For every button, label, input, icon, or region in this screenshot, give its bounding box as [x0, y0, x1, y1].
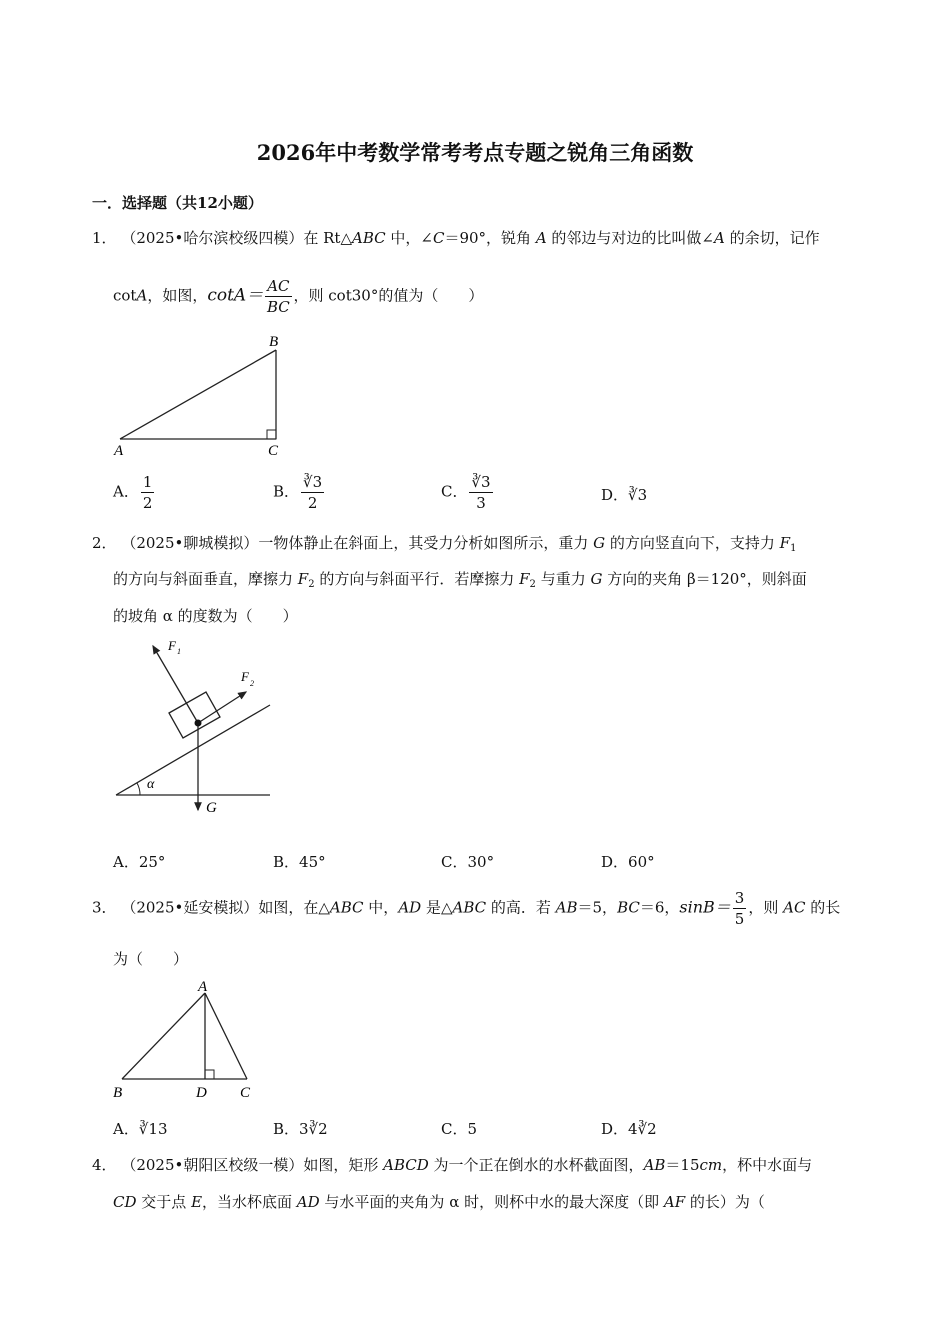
text: 的余切，记作 — [724, 229, 820, 247]
math-var: E — [191, 1193, 203, 1211]
option-label: A． — [113, 853, 139, 871]
fraction-denominator: 5 — [734, 910, 745, 928]
text: 的方向与斜面平行．若摩擦力 — [314, 570, 520, 588]
fraction-denominator: 2 — [142, 494, 153, 512]
coefficient: 4 — [628, 1120, 638, 1138]
text: 的高．若 — [486, 898, 556, 917]
math-var: G — [590, 570, 603, 588]
formula-fraction — [265, 276, 291, 317]
label-F2-sub: 2 — [250, 679, 254, 688]
text: 如图，矩形 — [303, 1156, 384, 1174]
question-source: （2025•哈尔滨校级四模） — [121, 229, 304, 247]
option-3D[interactable] — [601, 1118, 657, 1139]
option-label: A． — [113, 482, 139, 501]
option-3A[interactable] — [113, 1118, 168, 1139]
fraction-numerator: 1 — [142, 473, 153, 491]
text: ＝5， — [577, 898, 618, 917]
math-var: C — [432, 229, 445, 247]
text: 与水平面的夹角为 α 时，则杯中水的最大深度（即 — [319, 1193, 664, 1211]
question-source: （2025•朝阳区校级一模） — [121, 1156, 304, 1174]
option-label: A． — [113, 1120, 139, 1138]
radicand: 13 — [148, 1120, 168, 1138]
option-text: 45° — [299, 853, 326, 871]
math-var: ABC — [329, 898, 364, 917]
label-F2: F — [241, 669, 249, 684]
option-3C[interactable] — [441, 1118, 477, 1139]
option-label: C． — [441, 1120, 468, 1138]
label-B: B — [113, 1085, 123, 1101]
subscript: 2 — [529, 579, 536, 590]
text: 一物体静止在斜面上，其受力分析如图所示，重力 — [258, 534, 594, 552]
text: ，则 — [748, 898, 784, 917]
radical-sign: ∛ — [138, 1120, 149, 1138]
question-source: （2025•延安模拟） — [121, 898, 259, 917]
label-alpha: α — [147, 777, 155, 792]
figure-triangle-altitude — [110, 975, 270, 1105]
option-label: C． — [441, 482, 468, 501]
option-label: B． — [273, 853, 300, 871]
math-var: BC — [617, 898, 640, 917]
math-var: AF — [663, 1193, 686, 1211]
formula-lhs: sinB＝ — [679, 897, 731, 917]
option-label: D． — [601, 486, 629, 504]
label-C: C — [268, 443, 279, 459]
fraction-numerator: 3 — [734, 889, 745, 907]
option-label: D． — [601, 853, 629, 871]
coefficient: 3 — [299, 1120, 309, 1138]
math-var: ABC — [352, 229, 386, 247]
math-var: ABC — [452, 898, 487, 917]
subscript: 1 — [790, 543, 797, 554]
question-4-line-2 — [113, 1192, 765, 1212]
text: ＝90°，锐角 — [444, 229, 536, 247]
text: cot — [113, 286, 137, 305]
option-1C[interactable] — [441, 472, 495, 513]
label-F1: F — [168, 638, 176, 653]
option-1A[interactable] — [113, 472, 156, 513]
label-D: D — [196, 1085, 207, 1101]
text: 中，∠ — [385, 229, 433, 247]
question-2-line-2 — [113, 569, 807, 595]
option-label: C． — [441, 853, 468, 871]
option-label: B． — [273, 482, 300, 501]
figure-right-triangle — [110, 330, 300, 460]
text: 的长 — [805, 898, 841, 917]
section-heading: 一．选择题（共12小题） — [92, 194, 263, 212]
option-text: 25° — [138, 853, 166, 871]
radical-sign: ∛ — [628, 486, 638, 504]
math-unit: cm — [699, 1156, 723, 1174]
math-var: A — [714, 229, 725, 247]
option-2B[interactable] — [273, 851, 326, 872]
text: ，杯中水面与 — [722, 1156, 813, 1174]
text: ＝15 — [665, 1156, 700, 1174]
label-F1-sub: 1 — [177, 647, 181, 656]
fraction-numerator: AC — [267, 277, 290, 295]
option-text: 30° — [467, 853, 495, 871]
math-var: CD — [113, 1193, 137, 1211]
text: 为一个正在倒水的水杯截面图， — [428, 1156, 644, 1174]
question-number: 3． — [92, 898, 117, 917]
option-2D[interactable] — [601, 851, 655, 872]
label-A: A — [198, 979, 208, 995]
formula-lhs: cotA＝ — [207, 285, 264, 306]
question-4-line-1 — [92, 1155, 812, 1175]
question-3-line-2: 为（ ） — [113, 950, 189, 968]
subscript: 2 — [308, 579, 315, 590]
text: 在 Rt△ — [303, 229, 352, 247]
text: 与重力 — [535, 570, 591, 588]
option-label: D． — [601, 1120, 629, 1138]
option-1D[interactable] — [601, 484, 647, 505]
radical-sign: ∛ — [303, 473, 313, 491]
question-3-line-1 — [92, 888, 840, 929]
math-var: F — [297, 570, 309, 588]
radicand: 3 — [312, 473, 323, 491]
text: 如图，在△ — [258, 898, 330, 917]
fraction-denominator: BC — [266, 298, 290, 316]
fraction-denominator: 2 — [307, 494, 318, 512]
question-number: 2． — [92, 534, 117, 552]
math-var: A — [136, 286, 148, 305]
radicand: 2 — [318, 1120, 328, 1138]
radical-sign: ∛ — [471, 473, 482, 491]
math-var: AC — [783, 898, 806, 917]
text: 中， — [363, 898, 399, 917]
option-1B[interactable] — [273, 472, 326, 513]
text: ，则 cot30°的值为（ ） — [293, 286, 484, 305]
label-B: B — [269, 334, 279, 350]
question-2-line-1 — [92, 533, 796, 559]
text: 的邻边与对边的比叫做∠ — [546, 229, 714, 247]
option-2A[interactable] — [113, 851, 165, 872]
text: ，当水杯底面 — [202, 1193, 297, 1211]
math-var: G — [593, 534, 606, 552]
text: ＝6， — [639, 898, 680, 917]
fraction-denominator: 3 — [476, 494, 486, 512]
text: 的方向与斜面垂直，摩擦力 — [113, 570, 298, 588]
option-text: 60° — [628, 853, 655, 871]
question-2-line-3: 的坡角 α 的度数为（ ） — [113, 607, 298, 625]
radical-sign: ∛ — [308, 1120, 319, 1138]
option-3B[interactable] — [273, 1118, 328, 1139]
radicand: 3 — [481, 473, 491, 491]
math-var: F — [779, 534, 791, 552]
text: ，如图， — [147, 286, 208, 305]
question-1-line-2 — [113, 276, 483, 317]
text: 方向的夹角 β＝120°，则斜面 — [602, 570, 807, 588]
radical-sign: ∛ — [637, 1120, 648, 1138]
question-number: 1． — [92, 229, 117, 247]
question-number: 4． — [92, 1156, 117, 1174]
figure-inclined-plane — [110, 635, 280, 825]
math-var: ABCD — [383, 1156, 429, 1174]
option-2C[interactable] — [441, 851, 494, 872]
page-title: 2026年中考数学常考考点专题之锐角三角函数 — [256, 140, 694, 165]
radicand: 2 — [647, 1120, 657, 1138]
text: 的方向竖直向下，支持力 — [605, 534, 780, 552]
label-G: G — [206, 800, 217, 816]
text: 交于点 — [136, 1193, 192, 1211]
text: 的长）为（ — [685, 1193, 765, 1211]
label-C: C — [240, 1085, 251, 1101]
question-1-line-1 — [92, 228, 820, 248]
math-var: A — [535, 229, 547, 247]
label-A: A — [114, 443, 124, 459]
math-var: F — [519, 570, 530, 588]
question-source: （2025•聊城模拟） — [121, 534, 259, 552]
math-var: AD — [398, 898, 422, 917]
option-label: B． — [273, 1120, 300, 1138]
text: 是△ — [421, 898, 453, 917]
radicand: 3 — [637, 486, 648, 504]
math-var: AD — [296, 1193, 320, 1211]
math-var: AB — [555, 898, 578, 917]
option-text: 5 — [467, 1120, 478, 1138]
math-var: AB — [643, 1156, 666, 1174]
